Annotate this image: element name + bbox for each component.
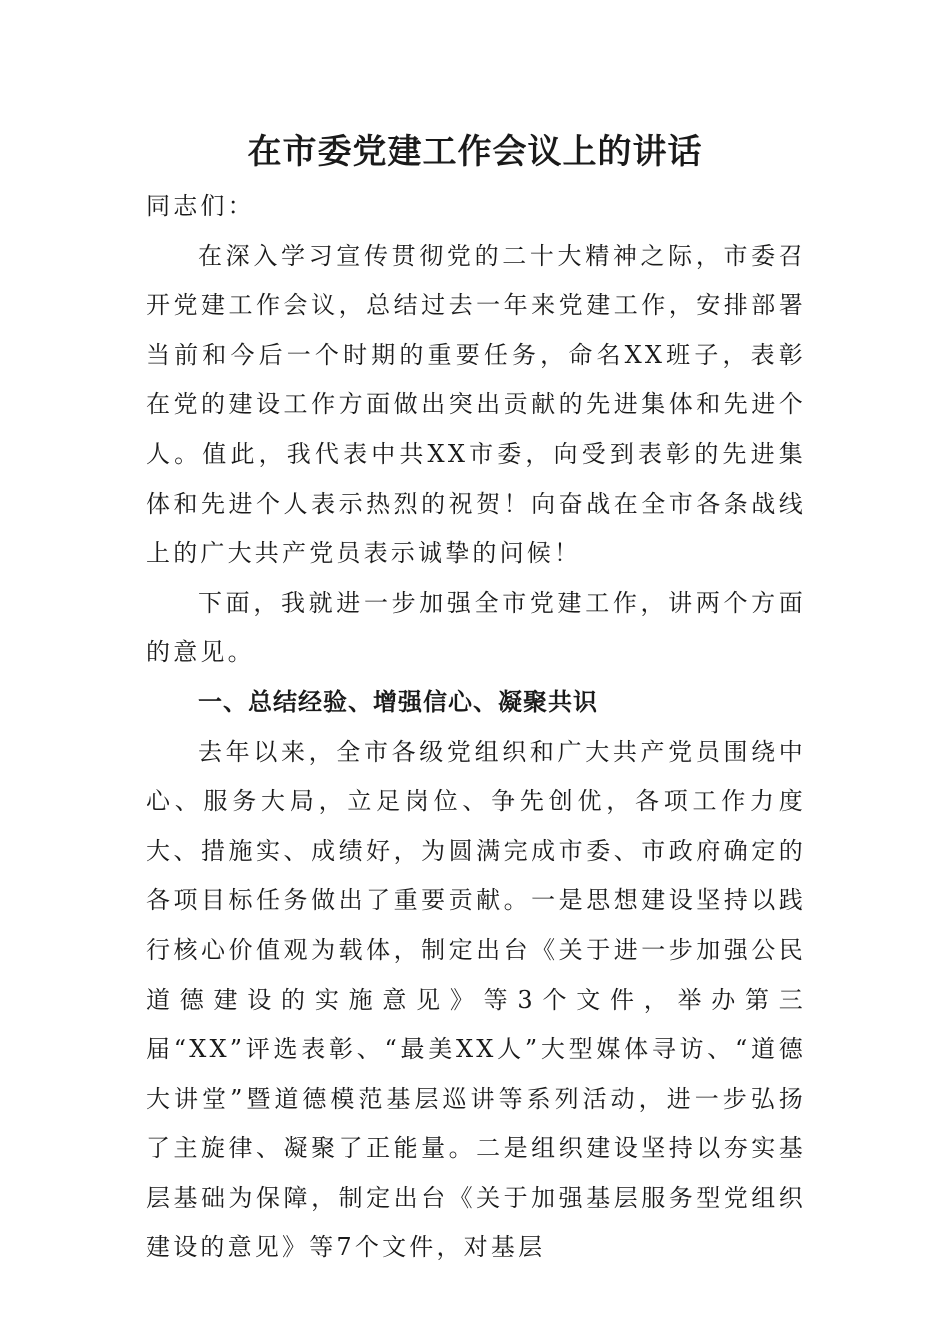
paragraph-outline: 下面，我就进一步加强全市党建工作，讲两个方面的意见。 xyxy=(146,588,806,667)
document-body xyxy=(146,182,806,1273)
paragraph-section-one: 去年以来，全市各级党组织和广大共产党员围绕中心、服务大局，立足岗位、争先创优，各项工作力度大、措施实、成绩好，为圆满完成市委、市政府确定的各项目标任务做出了重要贡献。一是思想建设坚持以践行核心价值观为载体，制定出台《关于进一步加强公民道德建设的实施意见》等3个文件，举办第三届“XX”评选表彰、“最美XX人”大型媒体寻访、“道德大讲堂”暨道德模范基层巡讲等系列活动，进一步弘扬了主旋律、凝聚了正能量。二是组织建设坚持以夯实基层基础为保障，制定出台《关于加强基层服务型党组织建设的意见》等7个文件，对基层 xyxy=(146,737,806,1262)
document-title: 在市委党建工作会议上的讲话 xyxy=(247,132,703,172)
section-heading: 一、总结经验、增强信心、凝聚共识 xyxy=(198,687,598,716)
salutation: 同志们： xyxy=(146,192,255,220)
paragraph-intro: 在深入学习宣传贯彻党的二十大精神之际，市委召开党建工作会议，总结过去一年来党建工作，安排部署当前和今后一个时期的重要任务，命名XX班子，表彰在党的建设工作方面做出突出贡献的先进集体和先进个人。值此，我代表中共XX市委，向受到表彰的先进集体和先进个人表示热烈的祝贺！向奋战在全市各条战线上的广大共产党员表示诚挚的问候！ xyxy=(146,241,806,568)
